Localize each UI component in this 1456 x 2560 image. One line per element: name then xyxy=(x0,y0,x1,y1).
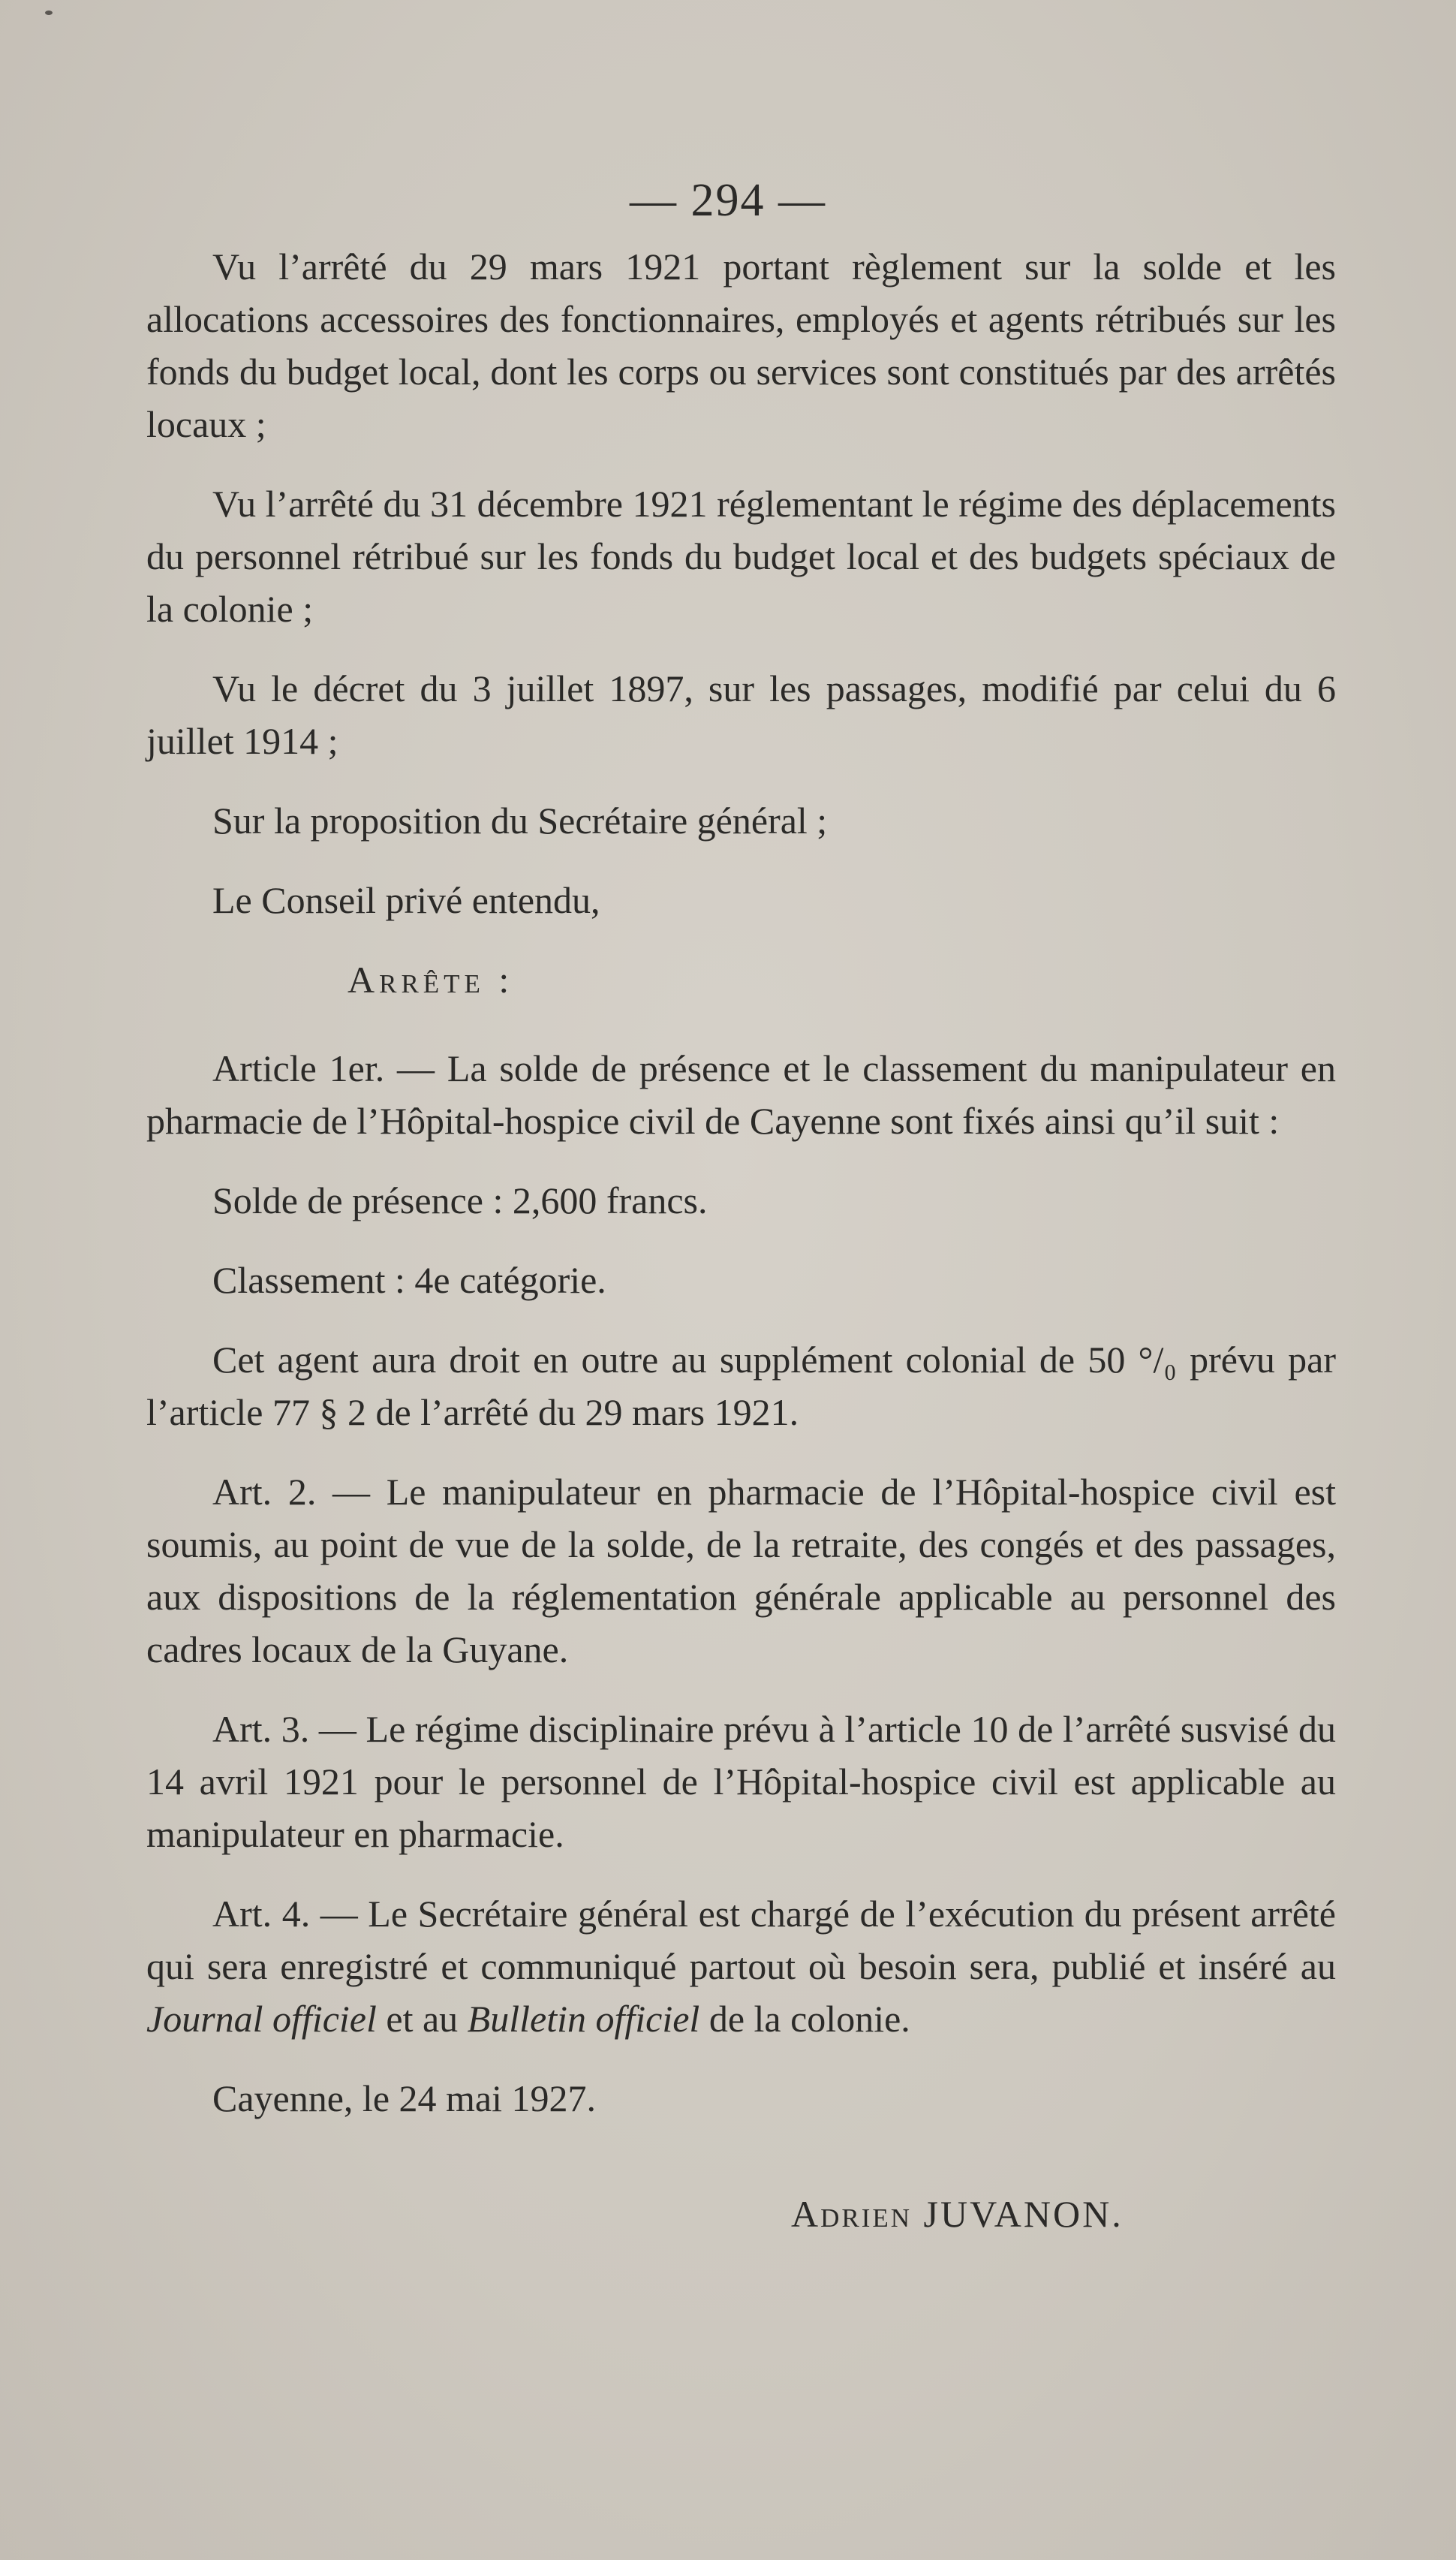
supplement-paragraph: Cet agent aura droit en outre au supplément colonial de 50 °/₀ prévu par l’article 77 § 2 de l’arrêté du 29 mars 1921. xyxy=(146,1339,1336,1433)
signatory-first-name: Adrien xyxy=(791,2193,913,2235)
article-3: Art. 3. — Le régime disciplinaire prévu à l’article 10 de l’arrêté susvisé du 14 avril 1921 pour le personnel de l’Hôpital-hospice civil est applicable au manipulateur en pharmacie. xyxy=(146,1708,1336,1855)
considerant-deplacements: Vu l’arrêté du 31 décembre 1921 réglementant le régime des déplacements du personnel rétribué sur les fonds du budget local et des budgets spéciaux de la colonie ; xyxy=(146,483,1336,630)
journal-officiel-title: Journal officiel xyxy=(146,1998,377,2040)
page-number: — 294 — xyxy=(630,175,826,226)
article-4-end: de la colonie. xyxy=(699,1998,910,2040)
arrete-heading: Arrête : xyxy=(347,959,514,1001)
classement-line: Classement : 4e catégorie. xyxy=(212,1259,606,1301)
considerant-proposition: Sur la proposition du Secrétaire général ; xyxy=(212,800,828,842)
signatory-last-name: JUVANON. xyxy=(923,2193,1124,2235)
article-4-text: Art. 4. — Le Secrétaire général est chargé de l’exécution du présent arrêté qui sera enregistré et communiqué partout où besoin sera, publié et inséré au xyxy=(146,1893,1336,1987)
article-4 xyxy=(146,1887,1336,2045)
article-1: Article 1er. — La solde de présence et le classement du manipulateur en pharmacie de l’Hôpital-hospice civil de Cayenne sont fixés ainsi qu’il suit : xyxy=(146,1047,1336,1142)
considerant-conseil: Le Conseil privé entendu, xyxy=(212,879,600,921)
considerant-decret-passages: Vu le décret du 3 juillet 1897, sur les passages, modifié par celui du 6 juillet 1914 ; xyxy=(146,667,1336,762)
decree-body xyxy=(146,240,1336,2152)
ink-speck xyxy=(45,11,53,15)
signature xyxy=(791,2192,1124,2236)
article-2: Art. 2. — Le manipulateur en pharmacie de l’Hôpital-hospice civil est soumis, au point de vue de la solde, de la retraite, des congés et des passages, aux dispositions de la réglementation générale applicable au personnel des cadres locaux de la Guyane. xyxy=(146,1471,1336,1670)
date-line: Cayenne, le 24 mai 1927. xyxy=(212,2077,596,2119)
article-4-connector: et au xyxy=(376,1998,468,2040)
considerant-arrete-1921: Vu l’arrêté du 29 mars 1921 portant règlement sur la solde et les allocations accessoires des fonctionnaires, employés et agents rétribués sur les fonds du budget local, dont les corps ou services sont constitués par des arrêtés locaux ; xyxy=(146,245,1336,445)
bulletin-officiel-title: Bulletin officiel xyxy=(467,1998,700,2040)
solde-line: Solde de présence : 2,600 francs. xyxy=(212,1179,708,1221)
